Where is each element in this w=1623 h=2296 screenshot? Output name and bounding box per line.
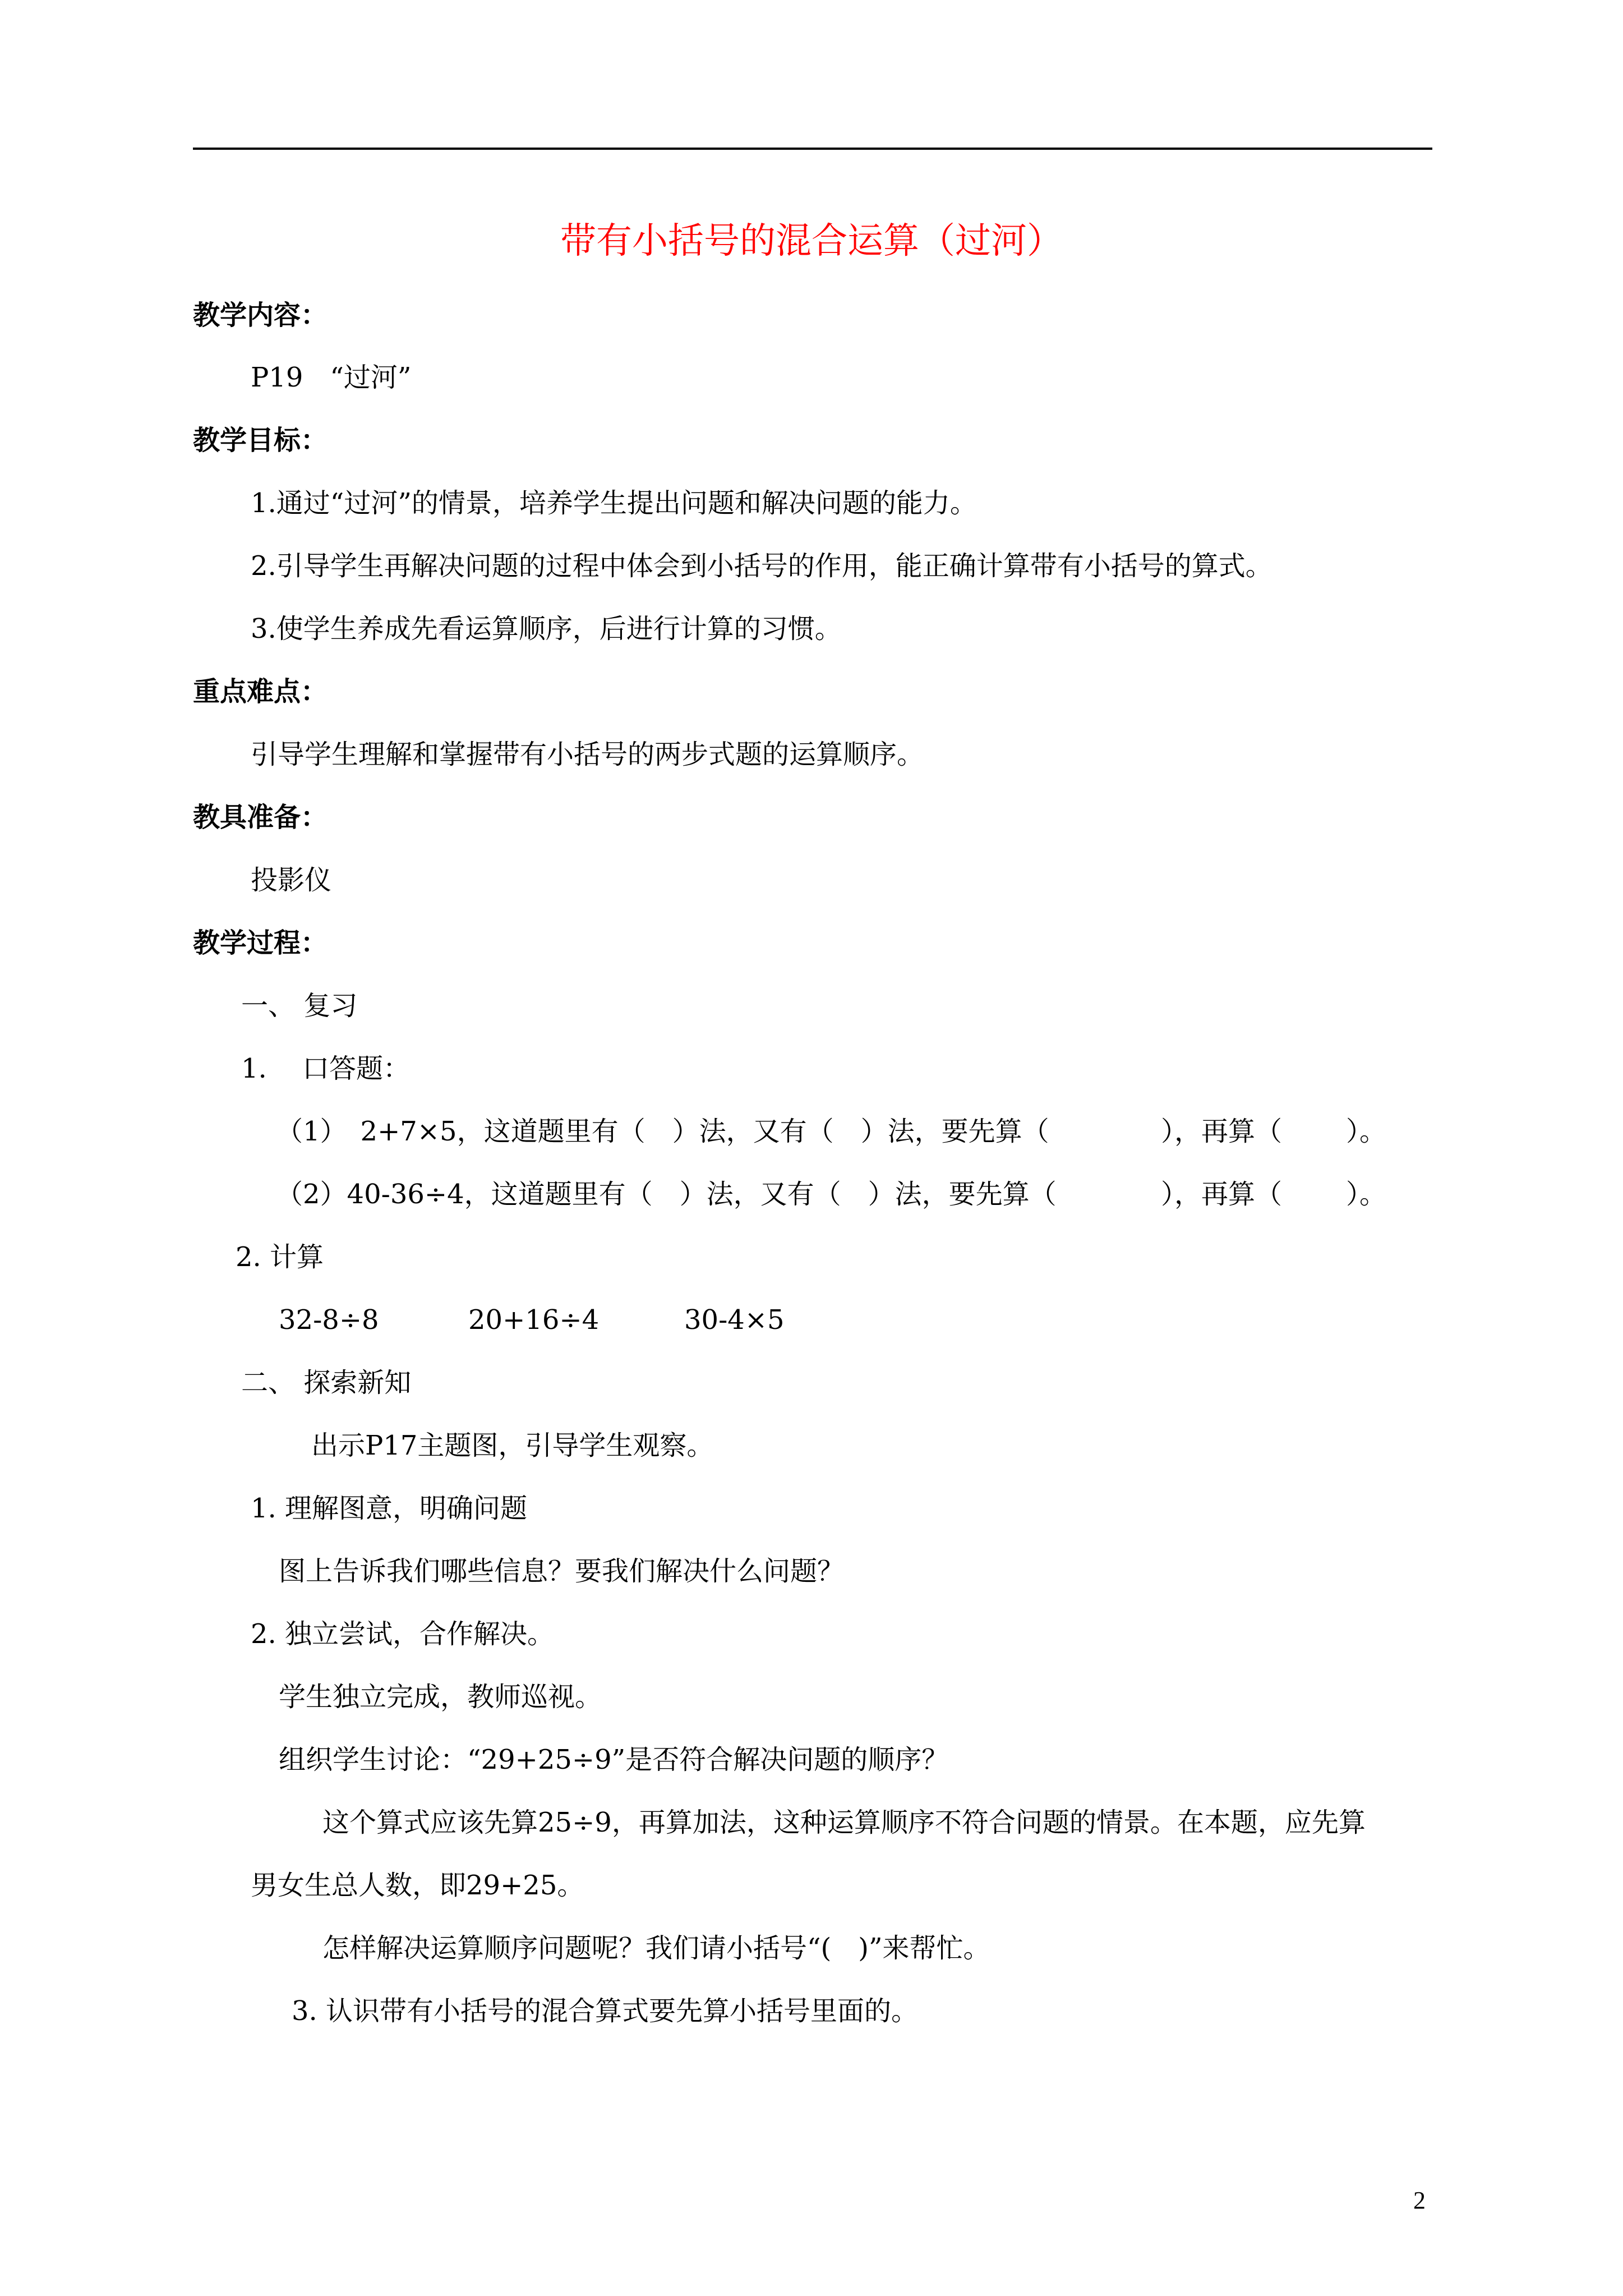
tools-text: 投影仪 [251,864,332,896]
calc-expression: 32-8÷8 [279,1304,379,1336]
question-2-part: ）。 [1346,1179,1387,1210]
step3: 3. 认识带有小括号的混合算式要先算小括号里面的。 [292,1995,919,2027]
step1-text: 图上告诉我们哪些信息？要我们解决什么问题？ [279,1556,845,1587]
question-1-part: ）。 [1346,1116,1387,1147]
goal-item: 3.使学生养成先看运算顺序，后进行计算的习惯。 [251,613,842,645]
calc-expression: 30-4×5 [684,1304,785,1336]
header-rule [193,148,1432,150]
part2-heading: 二、 探索新知 [241,1367,412,1398]
question-2-part: （2）40-36÷4，这道题里有（ ）法，又有（ ）法，要先算（ [276,1179,1057,1210]
document-title: 带有小括号的混合运算（过河） [560,220,1063,262]
key-text: 引导学生理解和掌握带有小括号的两步式题的运算顺序。 [251,739,924,770]
step2-text-2: 组织学生讨论：“29+25÷9”是否符合解决问题的顺序？ [279,1744,949,1775]
part1-heading: 一、 复习 [241,990,358,1022]
goal-item: 1.通过“过河”的情景，培养学生提出问题和解决问题的能力。 [251,487,977,519]
question-1-part: ），再算（ [1161,1116,1283,1147]
step1: 1. 理解图意，明确问题 [251,1493,528,1524]
question-1-part: （1） 2+7×5，这道题里有（ ）法，又有（ ）法，要先算（ [276,1116,1049,1147]
goals-heading: 教学目标： [193,425,328,456]
goal-item: 2.引导学生再解决问题的过程中体会到小括号的作用，能正确计算带有小括号的算式。 [251,550,1272,582]
step2: 2. 独立尝试，合作解决。 [251,1618,555,1650]
process-heading: 教学过程： [193,927,328,959]
page-number: 2 [1413,2187,1426,2214]
step2-text-1: 学生独立完成，教师巡视。 [279,1681,602,1713]
tools-heading: 教具准备： [193,802,328,833]
key-heading: 重点难点： [193,676,328,707]
calc-expression: 20+16÷4 [468,1304,600,1336]
content-heading: 教学内容： [193,300,328,331]
item2: 2. 计算 [236,1241,324,1273]
content-text: P19 “过河” [251,362,412,393]
paragraph-1-line-2: 男女生总人数，即29+25。 [251,1870,584,1901]
item1: 1. 口答题： [241,1053,411,1084]
show-text: 出示P17主题图，引导学生观察。 [311,1430,714,1461]
paragraph-2: 怎样解决运算顺序问题呢？我们请小括号“( )”来帮忙。 [322,1932,990,1964]
question-2-part: ），再算（ [1161,1179,1283,1210]
paragraph-1-line-1: 这个算式应该先算25÷9，再算加法，这种运算顺序不符合问题的情景。在本题，应先算 [322,1807,1366,1838]
